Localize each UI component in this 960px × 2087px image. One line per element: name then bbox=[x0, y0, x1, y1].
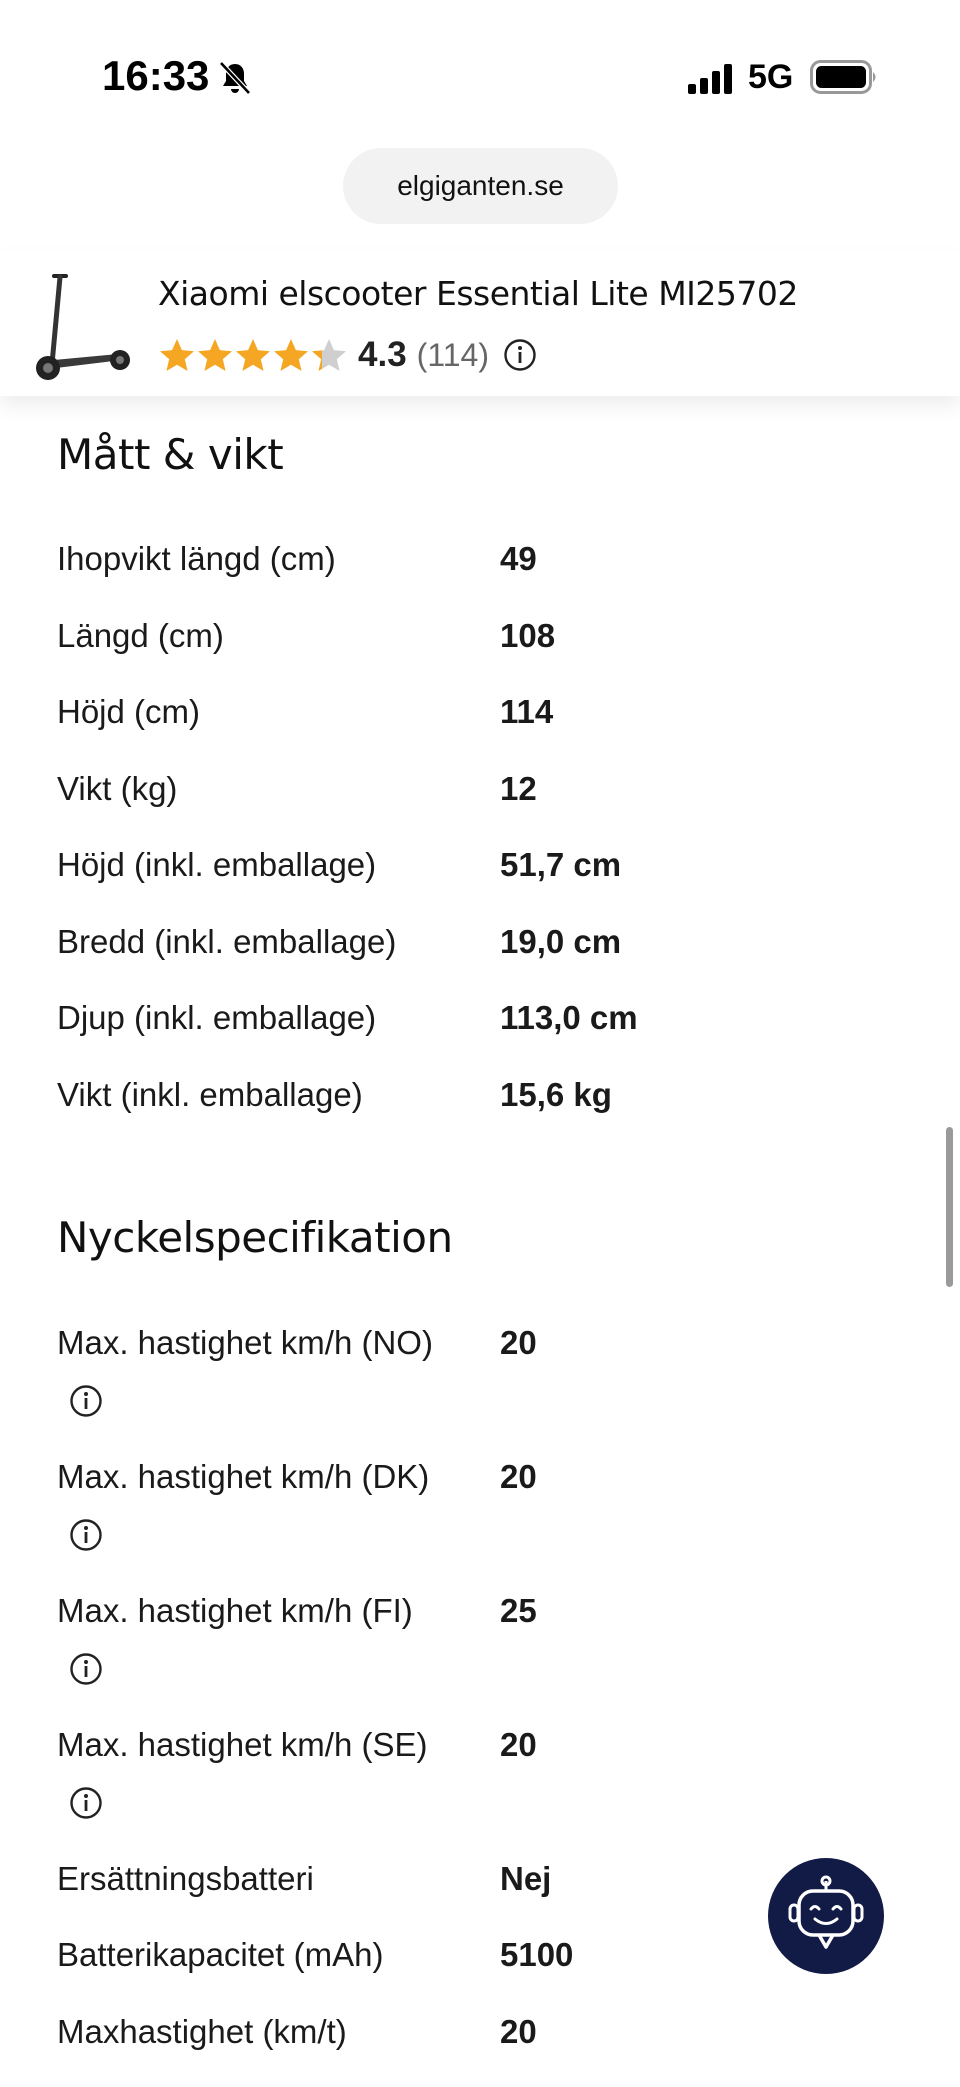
spec-label: Ihopvikt längd (cm) bbox=[57, 540, 336, 577]
spec-value: 20 bbox=[500, 1324, 537, 1361]
spec-label: Höjd (cm) bbox=[57, 693, 201, 730]
rating-row[interactable] bbox=[158, 332, 537, 378]
spec-value: 113,0 cm bbox=[500, 999, 638, 1036]
spec-value: 15,6 kg bbox=[500, 1076, 612, 1113]
info-icon[interactable] bbox=[69, 1518, 103, 1552]
spec-label: Längd (cm) bbox=[57, 617, 224, 654]
spec-label: Batterikapacitet (mAh) bbox=[57, 1936, 384, 1973]
rating-stars bbox=[158, 337, 348, 373]
battery-icon bbox=[810, 60, 878, 94]
spec-label: Max. hastighet km/h (DK) bbox=[57, 1458, 430, 1495]
star-icon bbox=[158, 337, 196, 373]
spec-value: 12 bbox=[500, 770, 537, 807]
spec-label: Vikt (kg) bbox=[57, 770, 178, 807]
star-icon bbox=[196, 337, 234, 373]
spec-label: Vikt (inkl. emballage) bbox=[57, 1076, 363, 1113]
spec-value: 108 bbox=[500, 617, 556, 654]
chat-assistant-button[interactable] bbox=[768, 1858, 884, 1974]
spec-label: Max. hastighet km/h (SE) bbox=[57, 1726, 428, 1763]
status-bar bbox=[0, 0, 960, 140]
info-icon[interactable] bbox=[69, 1384, 103, 1418]
url-bar[interactable]: elgiganten.se bbox=[343, 148, 618, 224]
star-icon bbox=[272, 337, 310, 373]
spec-value: 51,7 cm bbox=[500, 846, 622, 883]
spec-label: Djup (inkl. emballage) bbox=[57, 999, 377, 1036]
scooter-product-image[interactable] bbox=[30, 264, 134, 384]
spec-value: 20 bbox=[500, 1726, 537, 1763]
signal-icon bbox=[688, 64, 736, 94]
spec-label: Max. hastighet km/h (NO) bbox=[57, 1324, 433, 1361]
info-icon[interactable] bbox=[69, 1786, 103, 1820]
spec-value: 20 bbox=[500, 1458, 537, 1495]
network-label: 5G bbox=[748, 58, 794, 96]
spec-value: 19,0 cm bbox=[500, 923, 622, 960]
spec-label: Maxhastighet (km/t) bbox=[57, 2013, 347, 2050]
spec-value: 25 bbox=[500, 1592, 537, 1629]
product-title[interactable]: Xiaomi elscooter Essential Lite MI25702 bbox=[158, 274, 798, 313]
spec-label: Ersättningsbatteri bbox=[57, 1860, 314, 1897]
info-icon[interactable] bbox=[503, 338, 537, 372]
status-time: 16:33 bbox=[102, 52, 210, 99]
robot-icon bbox=[785, 1875, 867, 1957]
spec-value: 20 bbox=[500, 2013, 537, 2050]
section-heading-key-specs: Nyckelspecifikation bbox=[57, 1213, 453, 1262]
review-count[interactable]: (114) bbox=[416, 336, 489, 373]
spec-value: 114 bbox=[500, 693, 554, 730]
star-icon bbox=[310, 337, 348, 373]
spec-label: Höjd (inkl. emballage) bbox=[57, 846, 377, 883]
spec-label: Bredd (inkl. emballage) bbox=[57, 923, 397, 960]
spec-value: Nej bbox=[500, 1860, 552, 1897]
info-icon[interactable] bbox=[69, 1652, 103, 1686]
spec-value: 49 bbox=[500, 540, 537, 577]
spec-value: 5100 bbox=[500, 1936, 574, 1973]
section-heading-dimensions: Mått & vikt bbox=[57, 430, 284, 479]
star-icon bbox=[234, 337, 272, 373]
scrollbar[interactable] bbox=[946, 1127, 953, 1287]
bell-slash-icon bbox=[218, 60, 252, 96]
product-header bbox=[0, 250, 960, 396]
rating-value: 4.3 bbox=[358, 335, 407, 374]
spec-label: Max. hastighet km/h (FI) bbox=[57, 1592, 413, 1629]
